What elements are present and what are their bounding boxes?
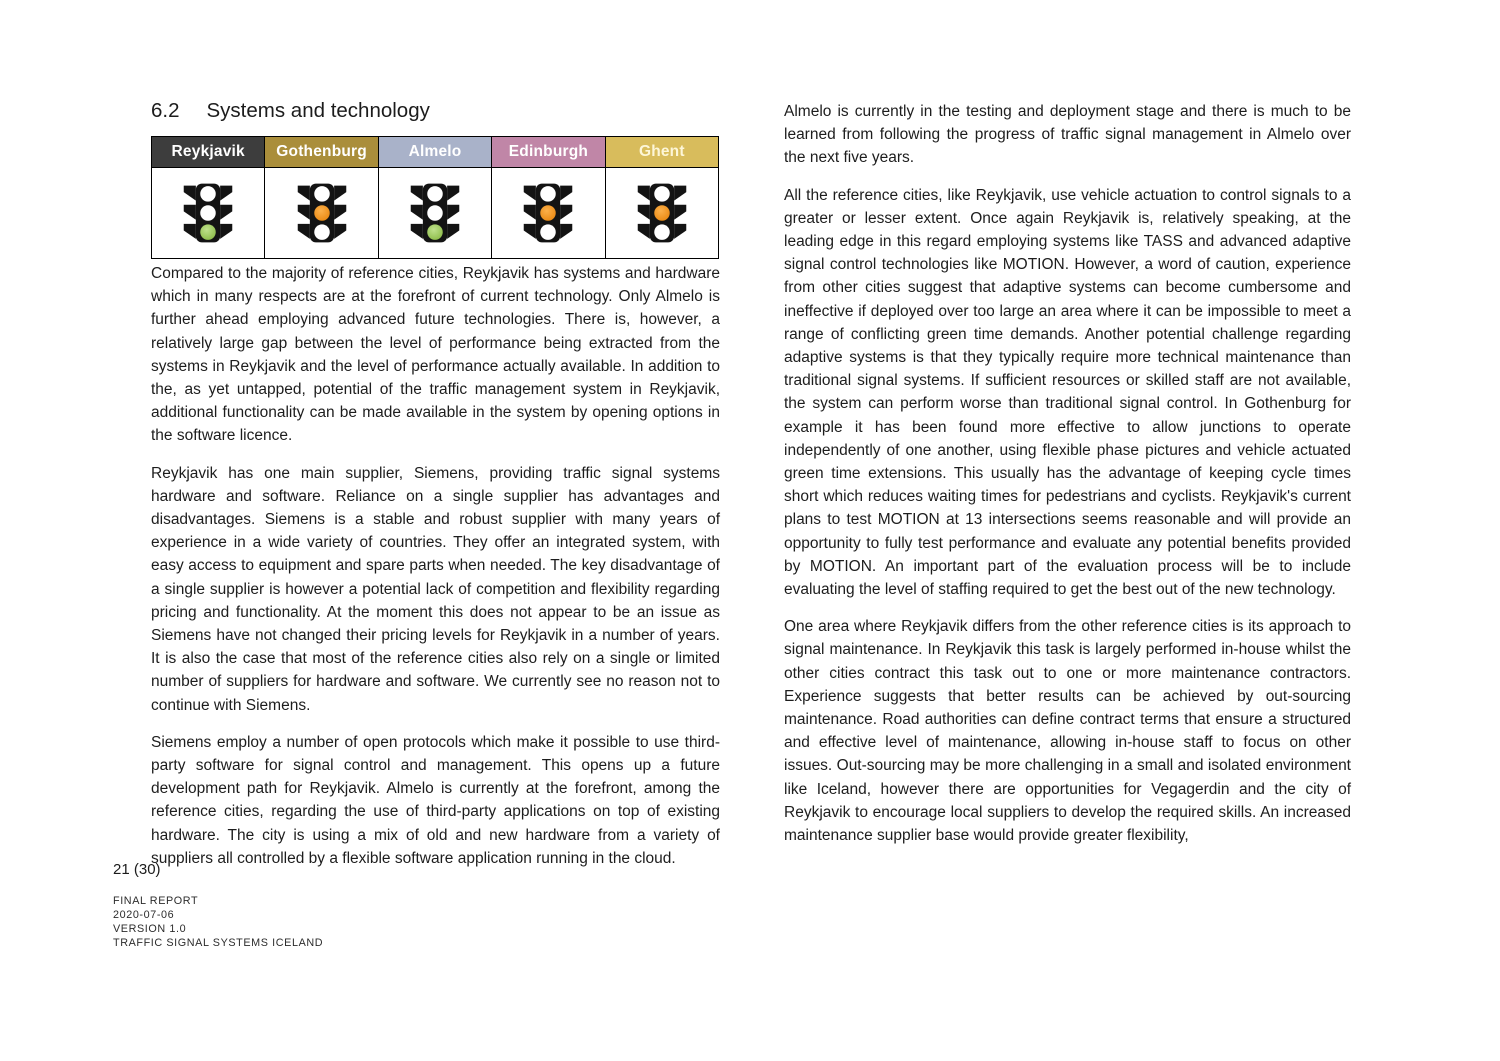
city-header-gothenburg: Gothenburg: [265, 137, 377, 168]
city-header-edinburgh: Edinburgh: [492, 137, 604, 168]
footer-meta: [113, 894, 323, 950]
city-comparison-table: [151, 136, 719, 259]
footer-line: FINAL REPORT: [113, 895, 199, 907]
city-header-almelo: Almelo: [379, 137, 491, 168]
footer-line: TRAFFIC SIGNAL SYSTEMS ICELAND: [113, 937, 324, 949]
city-light-cell-gothenburg: [265, 168, 377, 258]
paragraph: Reykjavik has one main supplier, Siemens, providing traffic signal systems hardware and software. Reliance on a single supplier has advantages and disadvantages. Siemens is a stable and robust supplier with many years of experience in a wide variety of countries. They offer an integrated system, with easy access to equipment and spare parts when needed. The key disadvantage of a single supplier is however a potential lack of competition and flexibility regarding pricing and functionality. At the moment this does not appear to be an issue as Siemens have not changed their pricing levels for Reykjavik in a number of years. It is also the case that most of the reference cities also rely on a single or limited number of suppliers for hardware and software. We currently see no reason not to continue with Siemens.: [151, 464, 720, 714]
paragraph: Almelo is currently in the testing and deployment stage and there is much to be learned from following the progress of traffic signal management in Almelo over the next five years.: [784, 103, 1351, 167]
paragraph: All the reference cities, like Reykjavik, use vehicle actuation to control signals to a greater or lesser extent. Once again Reykjavik is, relatively speaking, at the leading edge in this regard employing systems like TASS and advanced adaptive signal control technologies like MOTION. However, a word of caution, experience from other cities suggest that adaptive systems can become cumbersome and ineffective if deployed over too large an area where it can be impossible to meet a range of conflicting green time demands. Another potential challenge regarding adaptive systems is that they typically require more technical maintenance than traditional signal systems. If sufficient resources or skilled staff are not available, the system can perform worse than traditional signal control. In Gothenburg for example it has been found more effective to allow junctions to operate independently of one another, using flexible phase pictures and vehicle actuated green time extensions. This usually has the advantage of keeping cycle times short which reduces waiting times for pedestrians and cyclists. Reykjavik's current plans to test MOTION at 13 intersections seems reasonable and will provide an opportunity to fully test performance and evaluate any potential benefits provided by MOTION. An important part of the evaluation process will be to include evaluating the level of staffing required to get the best out of the new technology.: [784, 186, 1351, 599]
city-header-ghent: Ghent: [606, 137, 718, 168]
paragraph: Compared to the majority of reference cities, Reykjavik has systems and hardware which in many respects are at the forefront of current technology. Only Almelo is further ahead employing advanced future technologies. There is, however, a relatively large gap between the level of performance being extracted from the systems in Reykjavik and the level of performance actually available. In addition to the, as yet untapped, potential of the traffic management system in Reykjavik, additional functionality can be made available in the system by opening options in the software licence.: [151, 265, 720, 445]
city-column-reykjavik: [152, 137, 264, 258]
paragraph: Siemens employ a number of open protocols which make it possible to use third-party software for signal control and management. This opens up a future development path for Reykjavik. Almelo is currently at the forefront, among the reference cities, regarding the use of third-party applications on top of existing hardware. The city is using a mix of old and new hardware from a variety of suppliers all controlled by a flexible software application running in the cloud.: [151, 733, 720, 867]
section-heading: [151, 99, 430, 123]
section-title: Systems and technology: [206, 99, 430, 122]
city-column-ghent: [605, 137, 718, 258]
city-column-edinburgh: [491, 137, 604, 258]
traffic-light-icon-green: [407, 181, 463, 245]
footer-line: 2020-07-06: [113, 909, 175, 921]
city-header-reykjavik: Reykjavik: [152, 137, 264, 168]
footer-line: VERSION 1.0: [113, 923, 187, 935]
city-light-cell-ghent: [606, 168, 718, 258]
section-number: 6.2: [151, 99, 180, 122]
traffic-light-icon-amber: [294, 181, 350, 245]
right-text-column: [784, 96, 1351, 861]
page-number: 21 (30): [113, 861, 161, 878]
city-light-cell-edinburgh: [492, 168, 604, 258]
city-light-cell-almelo: [379, 168, 491, 258]
traffic-light-icon-amber: [520, 181, 576, 245]
traffic-light-icon-green: [180, 181, 236, 245]
left-text-column: [151, 250, 720, 884]
traffic-light-icon-amber: [634, 181, 690, 245]
city-column-gothenburg: [264, 137, 377, 258]
city-light-cell-reykjavik: [152, 168, 264, 258]
city-column-almelo: [378, 137, 491, 258]
paragraph: One area where Reykjavik differs from the other reference cities is its approach to signal maintenance. In Reykjavik this task is largely performed in-house whilst the other cities contract this task out to one or more maintenance contractors. Experience suggests that better results can be achieved by out-sourcing maintenance. Road authorities can define contract terms that ensure a structured and effective level of maintenance, allowing in-house staff to focus on other issues. Out-sourcing may be more challenging in a small and isolated environment like Iceland, however there are opportunities for Vegagerdin and the city of Reykjavik to encourage local suppliers to develop the required skills. An increased maintenance supplier base would provide greater flexibility,: [784, 618, 1351, 845]
